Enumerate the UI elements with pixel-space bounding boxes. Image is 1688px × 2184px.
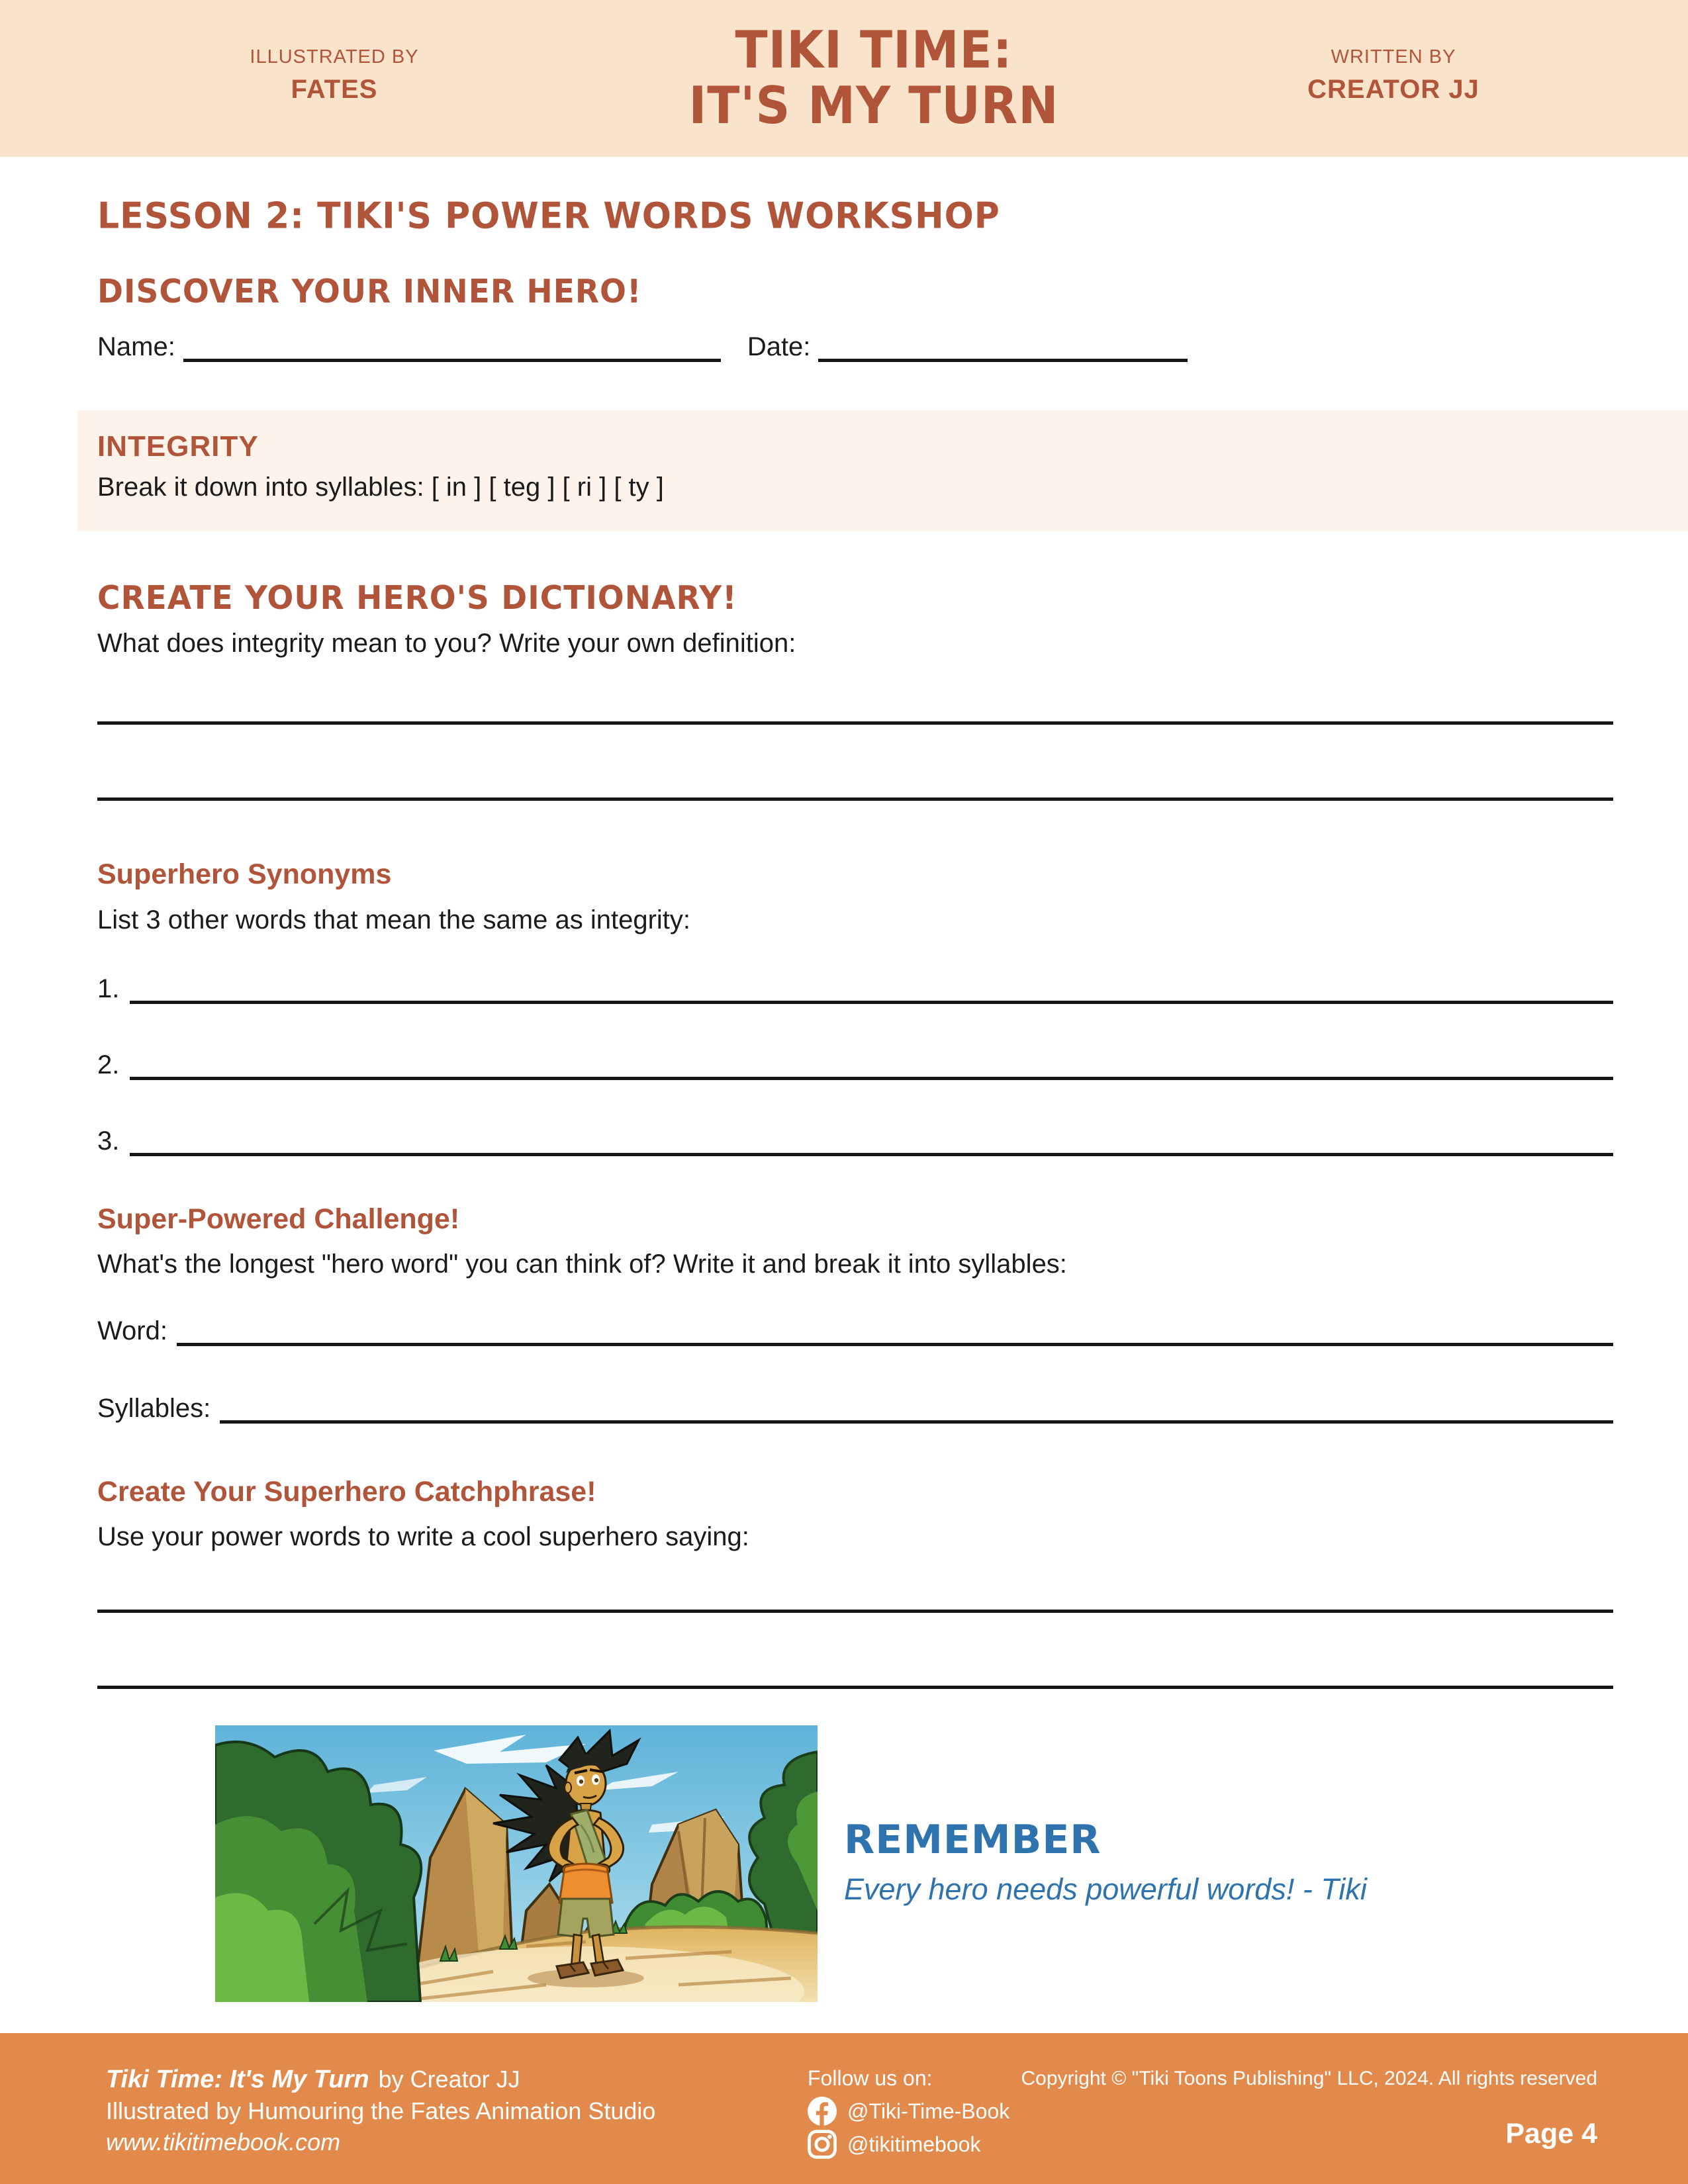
written-by-name: CREATOR JJ bbox=[1307, 75, 1479, 104]
instagram-icon bbox=[808, 2130, 837, 2159]
syllables-write-line bbox=[220, 1391, 1613, 1424]
footer-copyright: Copyright © "Tiki Toons Publishing" LLC, 2024. All rights reserved bbox=[1021, 2068, 1597, 2089]
synonym-write-line-2 bbox=[130, 1048, 1613, 1080]
dictionary-heading: CREATE YOUR HERO'S DICTIONARY! bbox=[97, 579, 737, 617]
word-write-line bbox=[177, 1314, 1613, 1346]
instagram-row bbox=[808, 2130, 1009, 2159]
footer-illustrated-line: Illustrated by Humouring the Fates Animation Studio bbox=[106, 2097, 656, 2124]
synonyms-heading: Superhero Synonyms bbox=[97, 858, 392, 890]
footer-book-title: Tiki Time: It's My Turn bbox=[106, 2066, 369, 2093]
integrity-syllables: Break it down into syllables: [ in ] [ teg ] [ ri ] [ ty ] bbox=[97, 473, 664, 502]
synonym-row-2 bbox=[97, 1040, 1613, 1080]
synonym-number-1: 1. bbox=[97, 974, 120, 1003]
footer-byline: by Creator JJ bbox=[378, 2066, 520, 2093]
synonym-write-line-1 bbox=[130, 972, 1613, 1004]
catchphrase-prompt: Use your power words to write a cool superhero saying: bbox=[97, 1522, 749, 1551]
written-by-credit bbox=[1278, 46, 1509, 105]
facebook-icon bbox=[808, 2097, 837, 2126]
book-title-line2: IT'S MY TURN bbox=[688, 75, 1059, 136]
name-label: Name: bbox=[97, 332, 175, 361]
footer-title-line bbox=[106, 2064, 655, 2095]
name-write-line bbox=[183, 330, 721, 362]
book-title bbox=[688, 19, 1059, 136]
remember-heading: REMEMBER bbox=[844, 1817, 1102, 1863]
synonym-row-3 bbox=[97, 1116, 1613, 1156]
synonym-number-2: 2. bbox=[97, 1050, 120, 1079]
date-label: Date: bbox=[747, 332, 811, 361]
tiki-illustration bbox=[215, 1725, 818, 2002]
page-header bbox=[0, 0, 1688, 157]
lesson-subtitle: DISCOVER YOUR INNER HERO! bbox=[97, 273, 642, 311]
book-title-line1: TIKI TIME: bbox=[735, 19, 1013, 80]
synonym-number-3: 3. bbox=[97, 1126, 120, 1156]
challenge-heading: Super-Powered Challenge! bbox=[97, 1203, 460, 1235]
lesson-title: LESSON 2: TIKI'S POWER WORDS WORKSHOP bbox=[97, 195, 1000, 237]
catchphrase-line-2 bbox=[97, 1686, 1613, 1689]
integrity-word: INTEGRITY bbox=[97, 430, 259, 463]
synonym-write-line-3 bbox=[130, 1124, 1613, 1156]
date-write-line bbox=[818, 330, 1188, 362]
page-footer bbox=[0, 2033, 1688, 2184]
page-number: Page 4 bbox=[1505, 2118, 1597, 2150]
word-row bbox=[97, 1309, 1613, 1346]
synonyms-prompt: List 3 other words that mean the same as integrity: bbox=[97, 905, 690, 934]
catchphrase-heading: Create Your Superhero Catchphrase! bbox=[97, 1476, 596, 1508]
word-label: Word: bbox=[97, 1316, 167, 1345]
challenge-prompt: What's the longest "hero word" you can think of? Write it and break it into syllables: bbox=[97, 1250, 1067, 1279]
catchphrase-line-1 bbox=[97, 1610, 1613, 1613]
footer-social-block bbox=[808, 2064, 1009, 2159]
definition-line-2 bbox=[97, 797, 1613, 801]
follow-label: Follow us on: bbox=[808, 2066, 933, 2090]
syllables-label: Syllables: bbox=[97, 1394, 211, 1423]
integrity-highlight-box bbox=[77, 410, 1688, 531]
name-date-row bbox=[97, 328, 1613, 362]
syllables-row bbox=[97, 1387, 1613, 1424]
illustrated-by-name: FATES bbox=[291, 75, 378, 104]
dictionary-prompt: What does integrity mean to you? Write your own definition: bbox=[97, 629, 796, 658]
definition-line-1 bbox=[97, 721, 1613, 725]
remember-quote: Every hero needs powerful words! - Tiki bbox=[844, 1872, 1367, 1906]
footer-website: www.tikitimebook.com bbox=[106, 2128, 341, 2156]
illustrated-by-label: ILLUSTRATED BY bbox=[250, 46, 419, 68]
remember-block bbox=[844, 1817, 1367, 1907]
facebook-row bbox=[808, 2097, 1009, 2126]
footer-credits bbox=[106, 2064, 655, 2158]
illustrated-by-credit bbox=[218, 46, 450, 105]
written-by-label: WRITTEN BY bbox=[1331, 46, 1456, 68]
synonym-row-1 bbox=[97, 964, 1613, 1004]
instagram-handle: @tikitimebook bbox=[847, 2132, 981, 2156]
facebook-handle: @Tiki-Time-Book bbox=[847, 2099, 1010, 2123]
